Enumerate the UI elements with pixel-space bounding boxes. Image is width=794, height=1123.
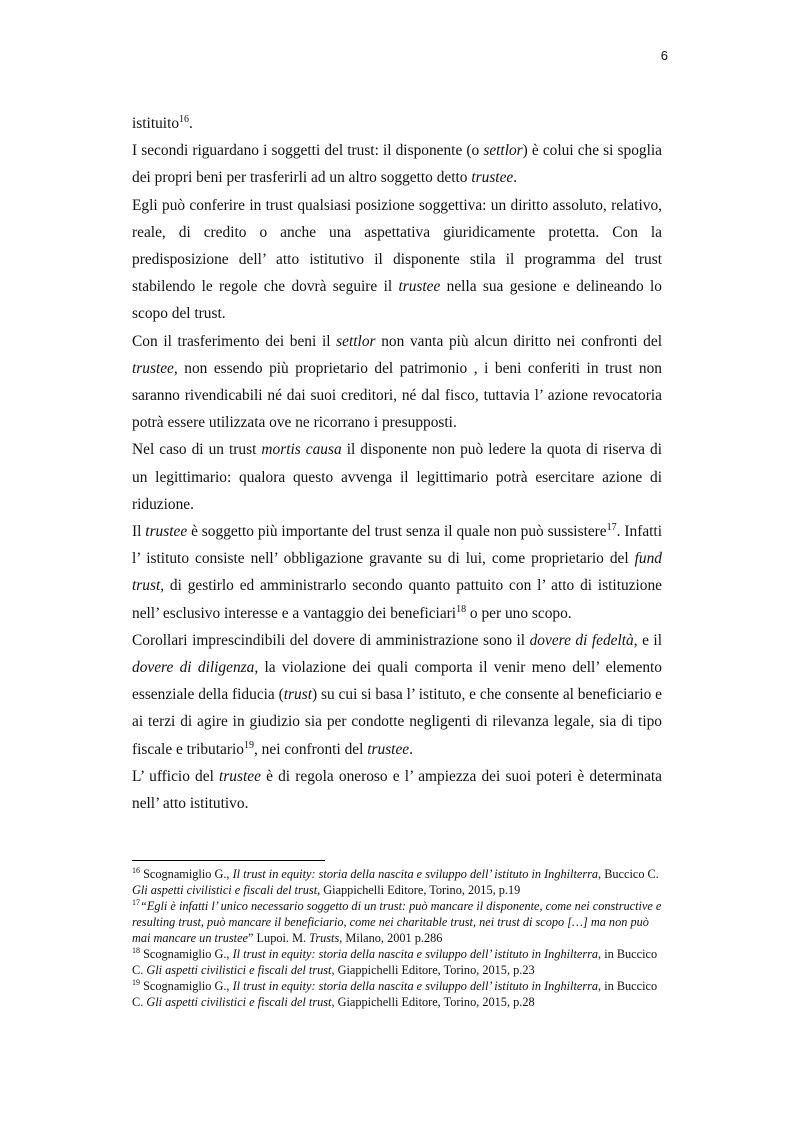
paragraph-4: Con il trasferimento dei beni il settlor non vanta più alcun diritto nei confronti del trustee, non essendo più proprietario del patrimonio , i beni conferiti in trust non saranno rivendicabili né dai suoi creditori, né dal fisco, tuttavia l’ azione revocatoria potrà essere utilizzata ove ne ricorrano i presupposti. (132, 332, 662, 432)
footnote-separator (132, 860, 325, 861)
footnote-ref-16: 16 (179, 113, 190, 125)
footnote-16: $^{16}$ Scognamiglio G., Il trust in equity: storia della nascita e sviluppo dell’ istituto in Inghilterra, Buccico C. Gli aspetti civilistici e fiscali del trust, Giappichelli Editore, Torino, 2015, p.19 (132, 865, 659, 897)
footnote-ref-19: 19 (243, 739, 254, 751)
paragraph-3: Egli può conferire in trust qualsiasi posizione soggettiva: un diritto assoluto, relativo, reale, di credito o anche una aspettativa giuridicamente protetta. Con la predisposizione dell’ atto istitutivo il disponente stila il programma del trust stabilendo le regole che dovrà seguire il trustee nella sua gesione e delineando lo scopo del trust. (132, 196, 662, 323)
paragraph-6: Il trustee è soggetto più importante del trust senza il quale non può sussistere$^{17}$. Infatti l’ istituto consiste nell’ obbligazione gravante su di lui, come proprietario del fund trust, di gestirlo ed amministrarlo secondo quanto pattuito con l’ atto di istituzione nell’ esclusivo interesse e a vantaggio dei beneficiari$^{18}$ o per uno scopo. (132, 521, 662, 622)
footnotes (132, 866, 662, 1010)
page-number: 6 (660, 48, 668, 63)
footnote-17: $^{17}$“Egli è infatti l’ unico necessario soggetto di un trust: può mancare il disponente, come nei constructive e resulting trust, può mancare il beneficiario, come nei charitable trust, nei trust di scopo […] ma non può mai mancare un trustee” Lupoi. M. Trusts, Milano, 2001 p.286 (132, 897, 662, 945)
paragraph-1: istituito$^{16}$. (132, 113, 193, 132)
footnote-ref-18: 18 (456, 603, 467, 615)
paragraph-2: I secondi riguardano i soggetti del trust: il disponente (o settlor) è colui che si spoglia dei propri beni per trasferirli ad un altro soggetto detto trustee. (132, 142, 662, 187)
footnote-18: $^{18}$ Scognamiglio G., Il trust in equity: storia della nascita e sviluppo dell’ istituto in Inghilterra, in Buccico C. Gli aspetti civilistici e fiscali del trust, Giappichelli Editore, Torino, 2015, p.23 (132, 945, 658, 977)
body-text (132, 110, 662, 817)
paragraph-7: Corollari imprescindibili del dovere di amministrazione sono il dovere di fedeltà, e il dovere di diligenza, la violazione dei quali comporta il venir meno dell’ elemento essenziale della fiducia (trust) su cui si basa l’ istituto, e che consente al beneficiario e ai terzi di agire in giudizio sia per condotte negligenti di rilevanza legale, sia di tipo fiscale e tributario$^{19}$, nei confronti del trustee. (132, 631, 662, 758)
paragraph-8: L’ ufficio del trustee è di regola oneroso e l’ ampiezza dei suoi poteri è determinata nell’ atto istitutivo. (132, 767, 663, 813)
footnote-19: $^{19}$ Scognamiglio G., Il trust in equity: storia della nascita e sviluppo dell’ istituto in Inghilterra, in Buccico C. Gli aspetti civilistici e fiscali del trust, Giappichelli Editore, Torino, 2015, p.28 (132, 977, 658, 1009)
paragraph-5: Nel caso di un trust mortis causa il disponente non può ledere la quota di riserva di un legittimario: qualora questo avvenga il legittimario potrà esercitare azione di riduzione. (132, 441, 663, 513)
footnote-ref-17: 17 (606, 521, 617, 533)
